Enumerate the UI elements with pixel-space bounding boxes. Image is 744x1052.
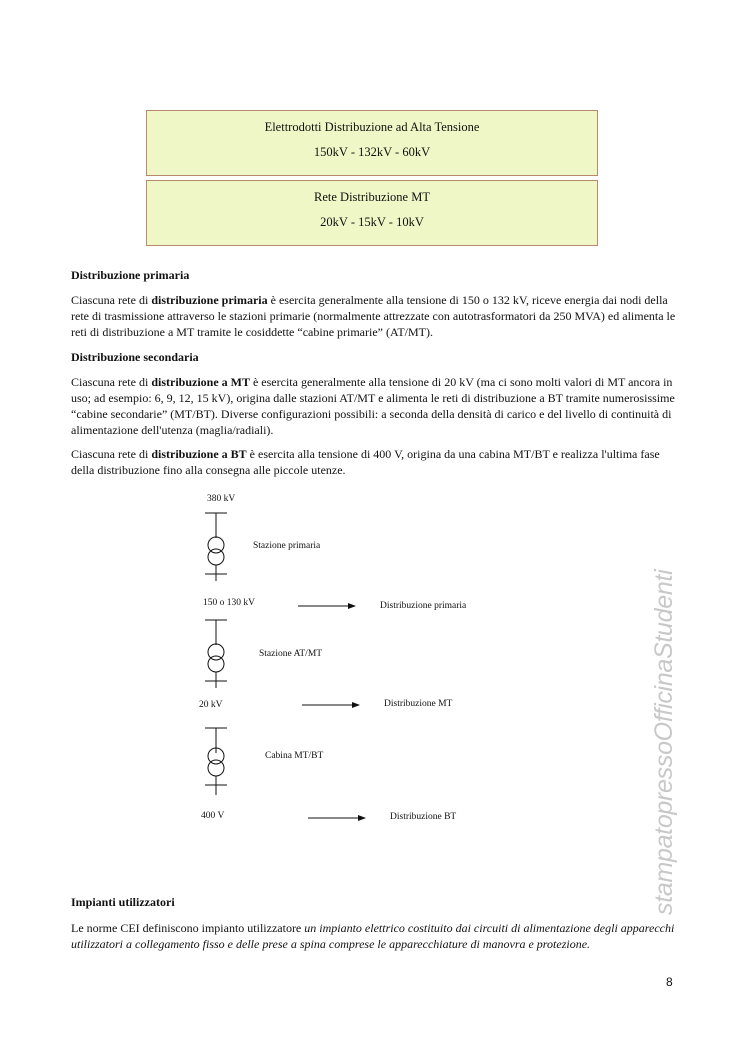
bold-text: distribuzione a MT [151, 375, 250, 389]
watermark: stampatopressoOfficinaStudenti [650, 569, 678, 915]
station-primaria-label: Stazione primaria [253, 541, 321, 551]
text: Ciascuna rete di [71, 375, 152, 389]
bold-text: distribuzione primaria [151, 293, 268, 307]
paragraph-bt [71, 446, 677, 478]
text: è esercita alla tensione di 400 V, origina da una cabina MT/BT e realizza l'ultima fase della distribuzione fino alla consegna alle piccole utenze. [71, 447, 660, 477]
distribuzione-primaria-label: Distribuzione primaria [380, 601, 467, 611]
stazione-at-mt-label: Stazione AT/MT [259, 649, 323, 659]
voltage-label-150kv: 150 o 130 kV [203, 598, 255, 608]
box-title: Elettrodotti Distribuzione ad Alta Tensione [264, 120, 480, 134]
text: è esercita generalmente alla tensione di 150 o 132 kV, riceve energia dai nodi della rete di trasmissione attraverso le stazioni primarie (normalmente attrezzate con autotrasformatori da 250 MVA) ed alimenta le reti di distribuzione a MT tramite le cosiddette “cabine primarie” (AT/MT). [71, 293, 676, 339]
transformer-2-icon [205, 620, 227, 688]
box-rete-mt [146, 180, 598, 246]
transformer-1-icon [205, 513, 227, 581]
text: Ciascuna rete di [71, 447, 152, 461]
italic-text: un impianto elettrico costituito dai circuiti di alimentazione degli apparecchi utilizzatori a collegamento fisso e delle prese a spina comprese le apparecchiature di manovra e protezione. [71, 921, 675, 951]
text: è esercita generalmente alla tensione di 20 kV (ma ci sono molti valori di MT ancora in uso; ad esempio: 6, 9, 12, 15 kV), origina dalle stazioni AT/MT e alimenta le reti di distribuzione a BT tramite numerosissime “cabine secondarie” (MT/BT). Diverse configurazioni possibili: a seconda della densità di carico e del livello di continuità di alimentazione dell'utenza (maglia/radiali). [71, 375, 675, 437]
distribuzione-bt-label: Distribuzione BT [390, 812, 457, 822]
heading-distribuzione-secondaria: Distribuzione secondaria [71, 350, 199, 364]
box-alta-tensione [146, 110, 598, 176]
transformer-3-icon [205, 728, 227, 795]
paragraph-mt [71, 374, 677, 438]
box-voltages: 150kV - 132kV - 60kV [313, 145, 431, 159]
paragraph-utilizzatori [71, 920, 679, 952]
cabina-mt-bt-label: Cabina MT/BT [265, 751, 324, 761]
box-voltages: 20kV - 15kV - 10kV [320, 215, 424, 229]
voltage-label-20kv: 20 kV [199, 700, 223, 710]
distribuzione-mt-label: Distribuzione MT [384, 699, 453, 709]
voltage-label-380kv: 380 kV [207, 494, 236, 504]
distribution-diagram [0, 485, 744, 830]
text: Le norme CEI definiscono impianto utilizzatore [71, 921, 305, 935]
paragraph-primaria [71, 292, 677, 340]
page-number: 8 [666, 975, 673, 989]
text: Ciascuna rete di [71, 293, 152, 307]
voltage-label-400v: 400 V [201, 811, 225, 821]
box-title: Rete Distribuzione MT [314, 190, 430, 204]
bold-text: distribuzione a BT [151, 447, 247, 461]
heading-impianti-utilizzatori: Impianti utilizzatori [71, 895, 175, 909]
heading-distribuzione-primaria: Distribuzione primaria [71, 268, 190, 282]
